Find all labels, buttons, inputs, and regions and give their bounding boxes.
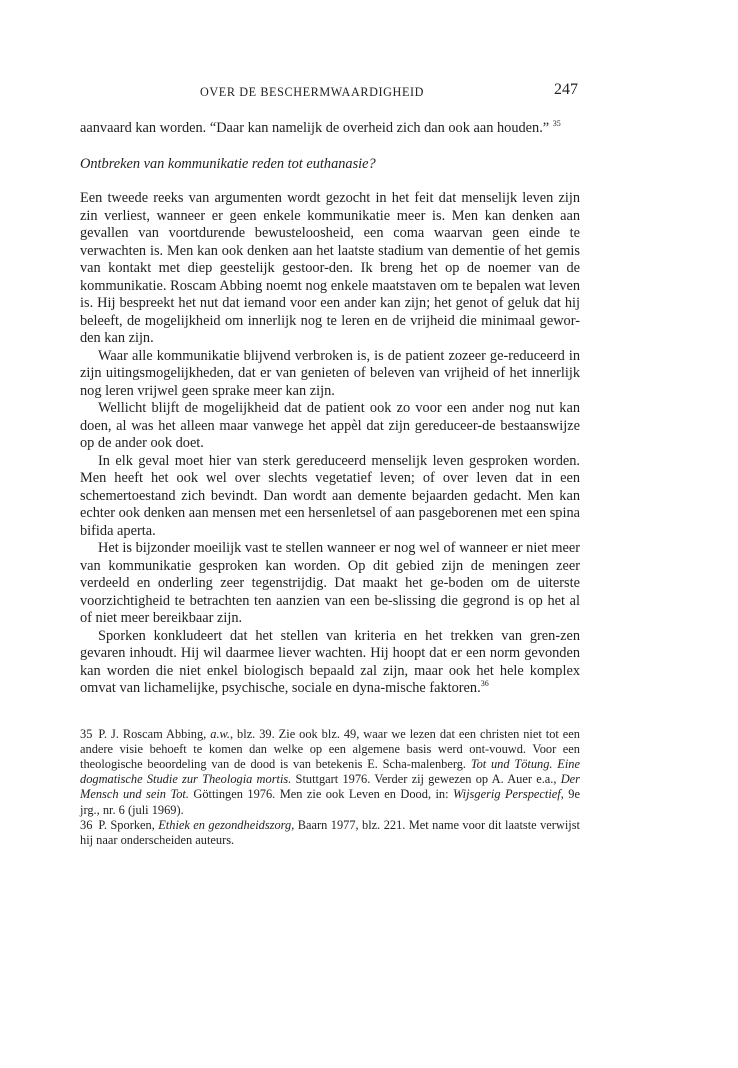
footnote-35: 35 P. J. Roscam Abbing, a.w., blz. 39. Zie ook blz. 49, waar we lezen dat een christen niet tot een andere visie behoeft te komen dan welke op een algemene basis werd ont-vouwd. Voor een theologische beoordeling van de dood is van betekenis E. Scha-malenberg. Tot und Tötung. Eine dogmatische Studie zur Theologia mortis. Stuttgart 1976. Verder zij gewezen op A. Auer e.a., Der Mensch und sein Tot. Göttingen 1976. Men zie ook Leven en Dood, in: Wijsgerig Perspectief, 9e jrg., nr. 6 (juli 1969). bbox=[80, 726, 580, 817]
footnote-ref-36[interactable]: 36 bbox=[480, 679, 489, 689]
intro-text: aanvaard kan worden. “Daar kan namelijk de overheid zich dan ook aan houden.” bbox=[80, 120, 550, 136]
intro-paragraph bbox=[80, 120, 580, 138]
body-paragraph-6 bbox=[80, 628, 580, 698]
page-number: 247 bbox=[554, 81, 578, 98]
paragraph-6-text: Sporken konkludeert dat het stellen van kriteria en het trekken van gren-zen gevaren inhoudt. Hij wil daarmee liever wachten. Hij hoopt dat er een norm gevonden kan worden die niet enkel biologisch bepaald zal zijn, maar ook het hele komplex omvat van lichamelijke, psychische, sociale en dyna-mische faktoren. bbox=[80, 627, 580, 696]
running-header bbox=[80, 78, 580, 106]
footnote-number: 36 bbox=[80, 817, 93, 832]
body-paragraph-1: Een tweede reeks van argumenten wordt gezocht in het feit dat menselijk leven zijn zin verliest, wanneer er geen enkele kommunikatie meer is. Men kan denken aan gevallen van voortdurende bewusteloosheid, een coma waarvan geen einde te verwachten is. Men kan ook denken aan het laatste stadium van dementie of het gemis van kontakt met diep geestelijk gestoor-den. Ik breng het op de noemer van de kommunikatie. Roscam Abbing noemt nog enkele maatstaven om te bepalen wat leven is. Hij bespreekt het nut dat iemand voor een ander kan zijn; het genot of geluk dat hij beleeft, de mogelijkheid om innerlijk nog te leren en de vrijheid die minimaal gewor-den kan zijn. bbox=[80, 190, 580, 346]
section-heading: Ontbreken van kommunikatie reden tot euthanasie? bbox=[80, 155, 376, 172]
footnote-36: 36 P. Sporken, Ethiek en gezondheidszorg, Baarn 1977, blz. 221. Met name voor dit laatste verwijst hij naar onderscheiden auteurs. bbox=[80, 817, 581, 847]
body-paragraph-2: Waar alle kommunikatie blijvend verbroken is, is de patient zozeer ge-reduceerd in zijn uitingsmogelijkheden, dat er van genieten of beleven van vrijheid of het innerlijk nog leren vrijwel geen sprake meer kan zijn. bbox=[80, 347, 580, 399]
footnote-number: 35 bbox=[80, 726, 93, 741]
running-title: OVER DE BESCHERMWAARDIGHEID bbox=[200, 85, 425, 99]
footnotes bbox=[80, 727, 580, 849]
body-paragraph-3: Wellicht blijft de mogelijkheid dat de patient ook zo voor een ander nog nut kan doen, al was het alleen maar vanwege het appèl dat zijn gereduceer-de bestaanswijze op de ander ook doet. bbox=[80, 400, 580, 451]
footnote-ref-35[interactable]: 35 bbox=[552, 119, 561, 129]
body-paragraph-5: Het is bijzonder moeilijk vast te stellen wanneer er nog wel of wanneer er niet meer van kommunikatie gesproken kan worden. Op dit gebied zijn de meningen zeer verdeeld en onderling zeer tegenstrijdig. Dat maakt het ge-boden om de uiterste voorzichtigheid te betrachten ten aanzien van een be-slissing die gegrond is op het al of niet meer bereikbaar zijn. bbox=[80, 540, 580, 626]
book-page bbox=[80, 78, 580, 848]
body-paragraph-4: In elk geval moet hier van sterk gereduceerd menselijk leven gesproken worden. Men heeft het ook wel over slechts vegetatief leven; of over leven dat in een schemertoestand zich bevindt. Dan wordt aan demente bejaarden gedacht. Men kan echter ook denken aan mensen met een hersenletsel of aan pasgeborenen met een spina bifida aperta. bbox=[80, 452, 580, 539]
